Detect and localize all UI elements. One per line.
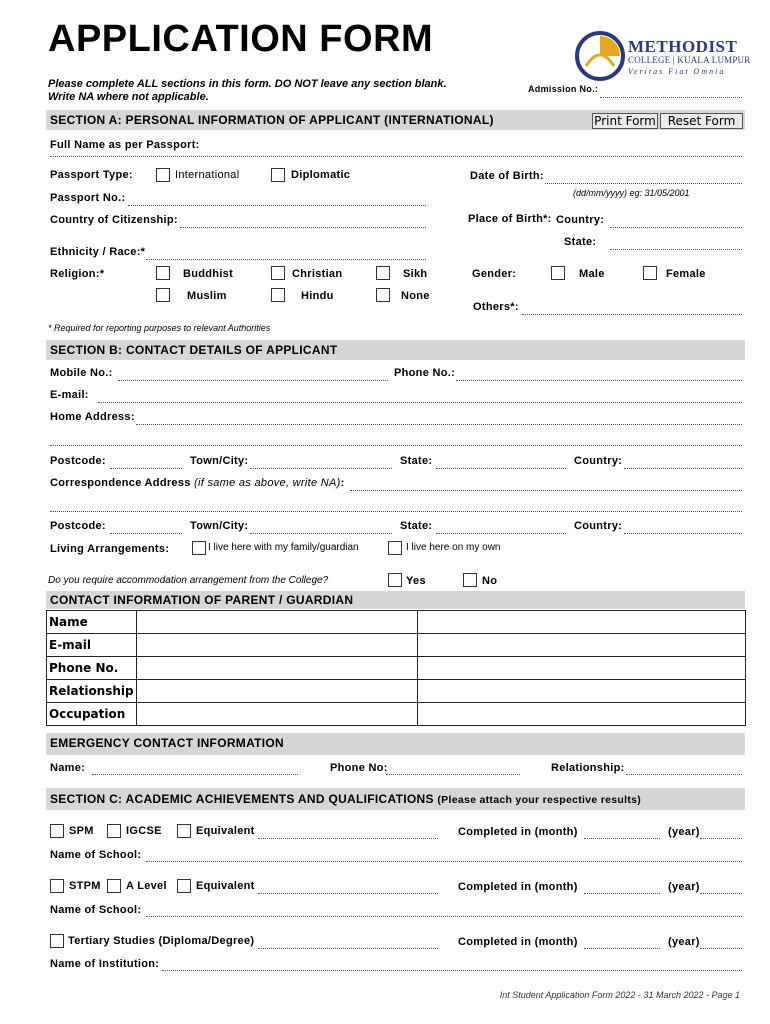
town-input[interactable] xyxy=(250,468,392,469)
sikh-checkbox[interactable] xyxy=(376,266,390,280)
guardian-cell-1[interactable] xyxy=(136,680,417,703)
family-checkbox[interactable] xyxy=(192,541,206,555)
intro-line-2: Write NA where not applicable. xyxy=(48,91,209,103)
guardian-cell-2[interactable] xyxy=(417,680,745,703)
passport-no-label: Passport No.: xyxy=(50,192,126,204)
mobile-input[interactable] xyxy=(118,380,388,381)
equivalent-1-checkbox[interactable] xyxy=(177,824,191,838)
section-c-title-wrap xyxy=(50,792,641,806)
dob-hint: (dd/mm/yyyy) eg: 31/05/2001 xyxy=(573,188,690,198)
guardian-cell-2[interactable] xyxy=(417,634,745,657)
state-label: State: xyxy=(400,455,433,467)
guardian-cell-1[interactable] xyxy=(136,634,417,657)
corr-postcode-input[interactable] xyxy=(110,533,182,534)
christian-checkbox[interactable] xyxy=(271,266,285,280)
igcse-label: IGCSE xyxy=(126,825,162,837)
year-1-label: (year) xyxy=(668,826,700,838)
ethnicity-input[interactable] xyxy=(146,259,426,260)
ethnicity-label: Ethnicity / Race:* xyxy=(50,246,146,258)
emergency-relationship-label: Relationship: xyxy=(551,762,625,774)
table-row xyxy=(47,657,746,680)
place-of-birth-label: Place of Birth*: xyxy=(468,213,552,225)
accommodation-no-checkbox[interactable] xyxy=(463,573,477,587)
section-a-bar xyxy=(46,110,745,130)
admission-input[interactable] xyxy=(600,97,742,98)
guardian-bar xyxy=(46,591,745,609)
country-input[interactable] xyxy=(624,468,742,469)
family-label: I live here with my family/guardian xyxy=(208,542,359,553)
full-name-label: Full Name as per Passport: xyxy=(50,139,200,151)
emergency-title: EMERGENCY CONTACT INFORMATION xyxy=(50,736,285,750)
school-2-input[interactable] xyxy=(146,916,742,917)
alevel-checkbox[interactable] xyxy=(107,879,121,893)
buddhist-label: Buddhist xyxy=(183,268,234,280)
accommodation-question: Do you require accommodation arrangement from the College? xyxy=(48,575,329,586)
international-checkbox[interactable] xyxy=(156,168,170,182)
corr-postcode-label: Postcode: xyxy=(50,520,106,532)
table-row xyxy=(47,611,746,634)
correspondence-input-2[interactable] xyxy=(50,511,742,512)
page-title: APPLICATION FORM xyxy=(48,18,434,60)
none-label: None xyxy=(401,290,430,302)
igcse-checkbox[interactable] xyxy=(107,824,121,838)
hindu-label: Hindu xyxy=(301,290,334,302)
hindu-checkbox[interactable] xyxy=(271,288,285,302)
correspondence-bold: Correspondence Address xyxy=(50,477,191,489)
correspondence-input-1[interactable] xyxy=(350,490,742,491)
home-address-label: Home Address: xyxy=(50,411,135,423)
school-1-input[interactable] xyxy=(146,861,742,862)
year-2-input[interactable] xyxy=(700,893,742,894)
emergency-relationship-input[interactable] xyxy=(626,774,742,775)
table-row xyxy=(47,680,746,703)
completed-2-label: Completed in (month) xyxy=(458,881,578,893)
guardian-row-label: Name xyxy=(47,611,137,634)
table-row xyxy=(47,703,746,726)
accommodation-yes-checkbox[interactable] xyxy=(388,573,402,587)
female-checkbox[interactable] xyxy=(643,266,657,280)
equivalent-1-label: Equivalent xyxy=(196,825,255,837)
correspondence-label xyxy=(50,477,345,489)
correspondence-hint: (if same as above, write NA) xyxy=(194,477,341,489)
tertiary-label: Tertiary Studies (Diploma/Degree) xyxy=(68,935,255,947)
section-b-title: SECTION B: CONTACT DETAILS OF APPLICANT xyxy=(50,343,338,357)
town-label: Town/City: xyxy=(190,455,249,467)
dob-label: Date of Birth: xyxy=(470,170,544,182)
male-label: Male xyxy=(579,268,605,280)
corr-state-input[interactable] xyxy=(436,533,566,534)
home-address-input-1[interactable] xyxy=(136,424,742,425)
guardian-table xyxy=(46,610,746,726)
required-note: * Required for reporting purposes to relevant Authorities xyxy=(48,323,271,333)
own-label: I live here on my own xyxy=(406,542,501,553)
section-c-note: (Please attach your respective results) xyxy=(437,794,642,806)
completed-1-month-input[interactable] xyxy=(584,838,660,839)
year-3-input[interactable] xyxy=(700,948,742,949)
buddhist-checkbox[interactable] xyxy=(156,266,170,280)
guardian-cell-2[interactable] xyxy=(417,657,745,680)
accommodation-yes-label: Yes xyxy=(406,575,426,587)
stpm-label: STPM xyxy=(69,880,101,892)
guardian-row-label: E-mail xyxy=(47,634,137,657)
equivalent-2-input[interactable] xyxy=(258,893,438,894)
guardian-cell-1[interactable] xyxy=(136,611,417,634)
diplomatic-label: Diplomatic xyxy=(291,169,351,181)
international-label: International xyxy=(175,169,240,181)
tertiary-input[interactable] xyxy=(258,948,438,949)
citizenship-label: Country of Citizenship: xyxy=(50,214,178,226)
institution-label: Name of Institution: xyxy=(50,958,160,970)
guardian-title: CONTACT INFORMATION OF PARENT / GUARDIAN xyxy=(50,593,354,607)
none-checkbox[interactable] xyxy=(376,288,390,302)
emergency-phone-input[interactable] xyxy=(386,774,520,775)
pob-state-label: State: xyxy=(564,236,597,248)
corr-town-label: Town/City: xyxy=(190,520,249,532)
guardian-row-label: Relationship xyxy=(47,680,137,703)
institution-input[interactable] xyxy=(162,970,742,971)
tertiary-checkbox[interactable] xyxy=(50,934,64,948)
postcode-input[interactable] xyxy=(110,468,182,469)
citizenship-input[interactable] xyxy=(180,227,426,228)
school-2-label: Name of School: xyxy=(50,904,142,916)
spm-checkbox[interactable] xyxy=(50,824,64,838)
muslim-label: Muslim xyxy=(187,290,227,302)
guardian-row-label: Occupation xyxy=(47,703,137,726)
year-2-label: (year) xyxy=(668,881,700,893)
passport-type-label: Passport Type: xyxy=(50,169,133,181)
college-logo-icon xyxy=(574,30,626,82)
completed-1-label: Completed in (month) xyxy=(458,826,578,838)
year-1-input[interactable] xyxy=(700,838,742,839)
equivalent-2-label: Equivalent xyxy=(196,880,255,892)
others-label: Others*: xyxy=(473,301,519,313)
mobile-label: Mobile No.: xyxy=(50,367,113,379)
alevel-label: A Level xyxy=(126,880,167,892)
emergency-phone-label: Phone No: xyxy=(330,762,388,774)
logo-name: METHODIST xyxy=(628,37,738,56)
email-label: E-mail: xyxy=(50,389,89,401)
year-3-label: (year) xyxy=(668,936,700,948)
muslim-checkbox[interactable] xyxy=(156,288,170,302)
dob-input[interactable] xyxy=(545,183,742,184)
completed-3-label: Completed in (month) xyxy=(458,936,578,948)
passport-no-input[interactable] xyxy=(128,205,426,206)
guardian-cell-2[interactable] xyxy=(417,703,745,726)
postcode-label: Postcode: xyxy=(50,455,106,467)
table-row xyxy=(47,634,746,657)
equivalent-2-checkbox[interactable] xyxy=(177,879,191,893)
corr-town-input[interactable] xyxy=(250,533,392,534)
christian-label: Christian xyxy=(292,268,343,280)
corr-state-label: State: xyxy=(400,520,433,532)
logo-motto: Veritas Fiat Omnia xyxy=(628,67,726,76)
section-a-title: SECTION A: PERSONAL INFORMATION OF APPLICANT (INTERNATIONAL) xyxy=(50,113,494,127)
sikh-label: Sikh xyxy=(403,268,428,280)
completed-2-month-input[interactable] xyxy=(584,893,660,894)
diplomatic-checkbox[interactable] xyxy=(271,168,285,182)
completed-3-month-input[interactable] xyxy=(584,948,660,949)
country-label: Country: xyxy=(574,455,623,467)
own-checkbox[interactable] xyxy=(388,541,402,555)
home-address-input-2[interactable] xyxy=(50,445,742,446)
section-c-bar xyxy=(46,788,745,810)
corr-country-label: Country: xyxy=(574,520,623,532)
emergency-bar xyxy=(46,733,745,755)
phone-label: Phone No.: xyxy=(394,367,456,379)
emergency-name-input[interactable] xyxy=(92,774,298,775)
pob-country-label: Country: xyxy=(556,214,605,226)
guardian-cell-1[interactable] xyxy=(136,657,417,680)
email-input[interactable] xyxy=(98,402,742,403)
school-1-label: Name of School: xyxy=(50,849,142,861)
stpm-checkbox[interactable] xyxy=(50,879,64,893)
corr-country-input[interactable] xyxy=(624,533,742,534)
female-label: Female xyxy=(666,268,706,280)
page-footer: Int Student Application Form 2022 - 31 March 2022 - Page 1 xyxy=(499,990,740,1000)
guardian-cell-1[interactable] xyxy=(136,703,417,726)
emergency-name-label: Name: xyxy=(50,762,86,774)
accommodation-no-label: No xyxy=(482,575,498,587)
reset-form-button[interactable]: Reset Form xyxy=(660,113,743,129)
living-label: Living Arrangements: xyxy=(50,543,170,555)
pob-state-input[interactable] xyxy=(610,249,742,250)
admission-label: Admission No.: xyxy=(528,84,599,94)
section-c-title: SECTION C: ACADEMIC ACHIEVEMENTS AND QUALIFICATIONS xyxy=(50,792,434,806)
intro-line-1: Please complete ALL sections in this form. DO NOT leave any section blank. xyxy=(48,78,447,90)
equivalent-1-input[interactable] xyxy=(258,838,438,839)
phone-input[interactable] xyxy=(456,380,742,381)
guardian-row-label: Phone No. xyxy=(47,657,137,680)
state-input[interactable] xyxy=(436,468,566,469)
print-form-button[interactable]: Print Form xyxy=(592,113,658,129)
gender-label: Gender: xyxy=(472,268,517,280)
others-input[interactable] xyxy=(522,314,742,315)
correspondence-colon: : xyxy=(340,477,345,489)
male-checkbox[interactable] xyxy=(551,266,565,280)
section-b-bar xyxy=(46,340,745,360)
spm-label: SPM xyxy=(69,825,94,837)
religion-label: Religion:* xyxy=(50,268,105,280)
full-name-input[interactable] xyxy=(50,156,742,157)
logo-subtitle: COLLEGE | KUALA LUMPUR xyxy=(628,55,751,65)
pob-country-input[interactable] xyxy=(610,227,742,228)
guardian-cell-2[interactable] xyxy=(417,611,745,634)
